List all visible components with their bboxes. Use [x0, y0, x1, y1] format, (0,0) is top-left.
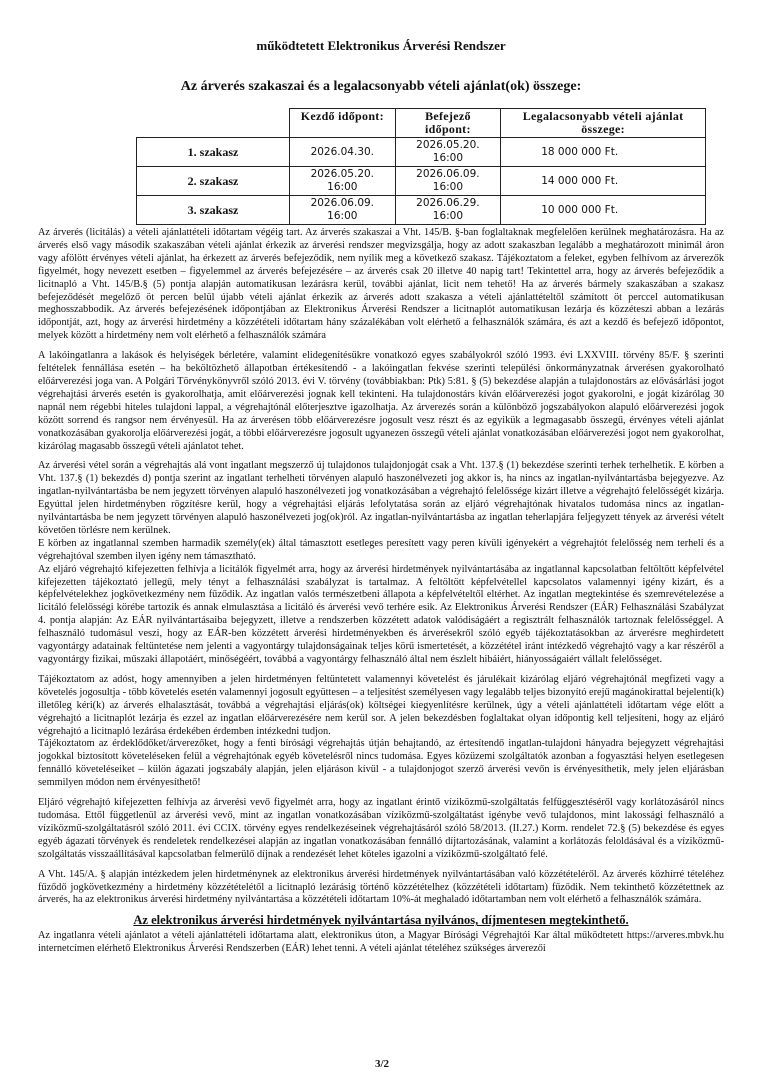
body-text [38, 227, 724, 907]
phase-end: 2026.06.09. 16:00 [395, 167, 501, 196]
phase-end: 2026.06.29. 16:00 [395, 196, 501, 225]
phase-start: 2026.05.20. 16:00 [290, 167, 396, 196]
phase-label: 2. szakasz [137, 167, 290, 196]
table-row [137, 196, 706, 225]
phase-label: 3. szakasz [137, 196, 290, 225]
page-number: 3/2 [374, 1058, 390, 1070]
phase-label: 1. szakasz [137, 138, 290, 167]
phase-amount: 18 000 000 Ft. [501, 138, 706, 167]
table-row [137, 167, 706, 196]
phases-table [136, 108, 706, 225]
paragraph-third-party-claims: E körben az ingatlannal szemben harmadik személy(ek) által támasztott esetleges peresített vagy peren kívüli igényekért a végrehajtót felelősség nem terheli és a végrehajtóval szemben ilyen igény nem támasztható. [38, 537, 724, 562]
phase-start: 2026.06.09. 16:00 [290, 196, 396, 225]
closing-paragraph: Az ingatlanra vételi ajánlatot a vételi ajánlattételi időtartama alatt, elektronikus úton, a Magyar Bírósági Végrehajtói Kar által működtetett https://arveres.mbvk.hu internetcímen elérhető Elektronikus Árverési Rendszerben (EÁR) lehet tenni. A vételi ajánlat tételéhez szükséges árverezői [38, 930, 724, 955]
table-row [137, 138, 706, 167]
phase-amount: 10 000 000 Ft. [501, 196, 706, 225]
paragraph-preemption-rights: A lakóingatlanra a lakások és helyiségek bérletére, valamint elidegenítésükre vonatkozó egyes szabályokról szóló 1993. évi LXXVIII. törvény 85/F. § szerinti feltételek fennállása esetén – ha beköltözhető állapotban értékesítendő - a lakóingatlan fekvése szerinti települési önkormányzatnak árverésen gyakorolható előárverezési joga van. A Polgári Törvénykönyvről szóló 2013. évi V. törvény (továbbiakban: Ptk) 5:81. § (5) bekezdése alapján a tulajdonostárs az elővásárlási jogot végrehajtási árverés esetén is gyakorolhatja, amit előárverezési jognak kell tekinteni. Ha tulajdonostárs kíván előárverezési jogot gyakorolni, e jogát kizárólag 30 napnál nem régebbi hiteles tulajdoni lappal, a végrehajtónál előterjesztve igazolhatja. Az árverezés során a különböző jogszabályokon alapuló előárverezési jogok között sorrend és rangsor nem érvényesül. Ha az árverésen több előárverezésre jogosult vesz részt és az egyikük a legmagasabb összegű, érvényes vételi ajánlat vonatkozásában gyakorolja előárverezési jogát, a többi előárverezésre jogosult ugyanezen összegű vételi ajánlat vonatkozásában előárverezési jogot nem gyakorolhat, kizárólag magasabb összegű vételi ajánlatot tehet. [38, 350, 724, 452]
phase-start: 2026.04.30. [290, 138, 396, 167]
paragraph-publication: A Vht. 145/A. § alapján intézkedem jelen hirdetménynek az elektronikus árverési hirdetmények nyilvántartásában való közzétételéről. Az árverés közhírré tételéhez fűződő jogkövetkezmény a hirdetmény közzétételétől a licitnapló lezárásig történő közzétételhez (közzétételi időtartam) fűződik. Nem tekinthető közzétettnek az árverés, ha az elektronikus árverési hirdetmény nyilvántartása a közzétételi időtartam 10%-át meghaladó időtartamban nem volt elérhető a felhasználók számára. [38, 868, 724, 906]
paragraph-water-utility: Eljáró végrehajtó kifejezetten felhívja az árverési vevő figyelmét arra, hogy az ingatlant érintő víziközmű-szolgáltatás felfüggesztéséről vagy korlátozásáról nincs tudomása. Ettől függetlenül az árverési vevő, mint az ingatlan vonatkozásában víziközmű-szolgáltatást igénybe vevő tulajdonos, mint lakossági felhasználó a víziközmű-szolgáltatásról szóló 2011. évi CCIX. törvény egyes rendelkezéseinek végrehajtásáról szóló 58/2013. (II.27.) Korm. rendelet 72.§ (5) bekezdése és egyes egyéb ágazati törvények és rendeletek rendelkezései alapján az ingatlan vonatkozásában fennálló díjtartozásának, valamint a korlátozás feloldásával és a víziközmű-szolgáltatás visszaállításával kapcsolatban felmerülő díjnak a rendezését lehet köteles igazolni a víziközmű-szolgáltató felé. [38, 797, 724, 860]
paragraph-photos-disclaimer: Az eljáró végrehajtó kifejezetten felhívja a licitálók figyelmét arra, hogy az árverési hirdetmények nyilvántartásába az ingatlannal kapcsolatban feltöltött képfelvétel kifejezetten tájékoztató jellegű, mely tényt a felhasználási szabályzat is tartalmaz. A feltöltött képfelvétellel kapcsolatos valamennyi igény kizárt, és a képfelvételekhez jogkövetkezmény nem fűződik. Az ingatlan valós természetbeni állapota a képfelvételtől eltérhet. Az ingatlan megtekintése és szemrevételezése a licitáló felelősségi körébe tartozik és annak elmulasztása a licitáló és árverési vevő terhére esik. Az Elektronikus Árverési Rendszer (EÁR) Felhasználási Szabályzat 4. pontja alapján: Az EÁR nyilvántartásaiba bejegyzett, illetve a rendszerben közzétett adatok valódiságáért a regisztrált felhasználók tartoznak felelősséggel. A felhasználó tudomásul veszi, hogy az EÁR-ben közzétett árverési hirdetményekben és árverésekről szóló egyéb tájékoztatásokban az árverésre meghirdetett vagyontárgy adatainak feltüntetése nem jelenti a vagyontárgy tulajdonságainak teljes körű ismertetését, a közzététel iránt intézkedő végrehajtó vagy a kar részéről a vagyontárgy fizikai, műszaki állapotáért, minőségéért, továbbá a vagyontárgy felhasználó által nem észlelt hibáiért, hiányosságaiért vállalt felelősséget. [38, 563, 724, 665]
table-header-row [137, 109, 706, 138]
column-header-amount: Legalacsonyabb vételi ajánlat összege: [501, 109, 706, 138]
public-register-notice: Az elektronikus árverési hirdetmények nyilvántartása nyilvános, díjmentesen megtekinthető. [133, 913, 629, 928]
column-header-start: Kezdő időpont: [290, 109, 396, 138]
phase-end: 2026.05.20. 16:00 [395, 138, 501, 167]
phases-title: Az árverés szakaszai és a legalacsonyabb vételi ajánlat(ok) összege: [180, 79, 582, 94]
column-header-end: Befejező időpont: [395, 109, 501, 138]
paragraph-encumbrances: Az árverési vétel során a végrehajtás alá vont ingatlant megszerző új tulajdonos tulajdonjogát csak a Vht. 137.§ (1) bekezdése szerinti terhek terhelhetik. E körben a Vht. 137.§ (1) bekezdés d) pontja szerint az ingatlant terhelheti törvényen alapuló haszonélvezeti jog akkor is, ha nincs az ingatlan-nyilvántartásba bejegyezve. Az ingatlan-nyilvántartásba be nem jegyzett törvényen alapuló haszonélvezeti jog vonatkozásában a végrehajtó felelőssége kizárt illetve a végrehajtó felelősségét kizárja. Egyúttal jelen hirdetményben rögzítésre kerül, hogy a végrehajtási eljárás lefolytatása során az eljáró végrehajtónak hivatalos tudomása nincs az ingatlan-nyilvántartásba be nem jegyzett törvényen alapuló haszonélvezeti jog(ok)ról. Az ingatlan-nyilvántartásba az ingatlan teherlapjára feljegyzett tények az árverési vételt követően törlésre nem kerülnek. [38, 460, 724, 536]
table-corner-cell [137, 109, 290, 138]
phase-amount: 14 000 000 Ft. [501, 167, 706, 196]
paragraph-debtor-notice: Tájékoztatom az adóst, hogy amennyiben a jelen hirdetményen feltüntetett valamennyi követelést és járulékait kizárólag eljáró végrehajtónál megfizeti vagy a követelés jogosultja - több követelés esetén valamennyi jogosult együttesen – a teljesítést személyesen vagy legalább teljes bizonyító erejű magánokirattal bejelenti(k) illetőleg kéri(k) az árverés elhalasztását, továbbá a végrehajtási eljárás(ok) költségei kiegyenlítésre kerülnek, úgy a vételi ajánlattételi időtartam vége előtt a végrehajtó a licitnaplót lezárja és ezzel az ingatlan előárverezésére nem kerül sor. A jelen bekezdésben foglaltakat olyan időpontig kell teljesíteni, hogy az eljáró végrehajtó a licitnapló lezárása érdekében érdemben intézkedni tudjon. [38, 673, 724, 737]
paragraph-utility-claims: Tájékoztatom az érdeklődőket/árverezőket, hogy a fenti bírósági végrehajtás útján behajtandó, az értesítendő ingatlan-tulajdoni hányadra bejegyzett végrehajtási jogokkal biztosított követeléseken felül a végrehajtónak egyéb követelésről nincs tudomása. Egyes közüzemi szolgáltatók azonban a fogyasztási helyen esetlegesen fennálló követeléseiket – külön ágazati jogszabály alapján, jelen eljáráson kívül - a tulajdonjogot szerző árverési vevőn is érvényesíthetik, mely jelen eljárásban semmilyen módon nem érvényesíthető! [38, 738, 724, 789]
header-title: működtetett Elektronikus Árverési Rendszer [256, 38, 506, 53]
paragraph-auction-duration: Az árverés (licitálás) a vételi ajánlattételi időtartam végéig tart. Az árverés szakaszai a Vht. 145/B. §-ban foglaltaknak megfelelően kerülnek meghatározásra. Ha az árverés első vagy második szakaszában vételi ajánlat érkezik az árverési rendszer megvizsgálja, hogy az adott szakaszban legalább a meghatározott minimál áron vagy afölött érvényes vételi ajánlat, ha érkezett az árverés befejeződik, nem nyílik meg a következő szakasz. Tájékoztatom a feleket, egyben felhívom az árverezők figyelmét, hogy nevezett esetben – figyelemmel az árverés befejezésére – az árverés csak 20 illetve 40 napig tart! Tekintettel arra, hogy az árverés befejeződik a licitnapló a Vht. 145/B.§ (5) pontja alapján automatikusan lezárásra kerül, további ajánlat, licit nem tehető! Ha az árverés bármely szakaszában a szakasz befejeződését megelőző öt percen belül újabb vételi ajánlat érkezik az árverés adott szakasza a vételi ajánlattételtől számított öt perccel automatikusan meghosszabbodik. Az árverés befejezésének időpontjában az Elektronikus Árverési Rendszer a licitnaplót automatikusan lezárja és közzéteszi abban a lezárás időpontját, azt, hogy az árverési hirdetmény a közzétételi időtartam hány százalékában volt elérhető a felhasználók számára, és azt a kezdő és befejező időpontot, melyek között a hirdetmény nem volt elérhető a felhasználók számára [38, 227, 724, 342]
